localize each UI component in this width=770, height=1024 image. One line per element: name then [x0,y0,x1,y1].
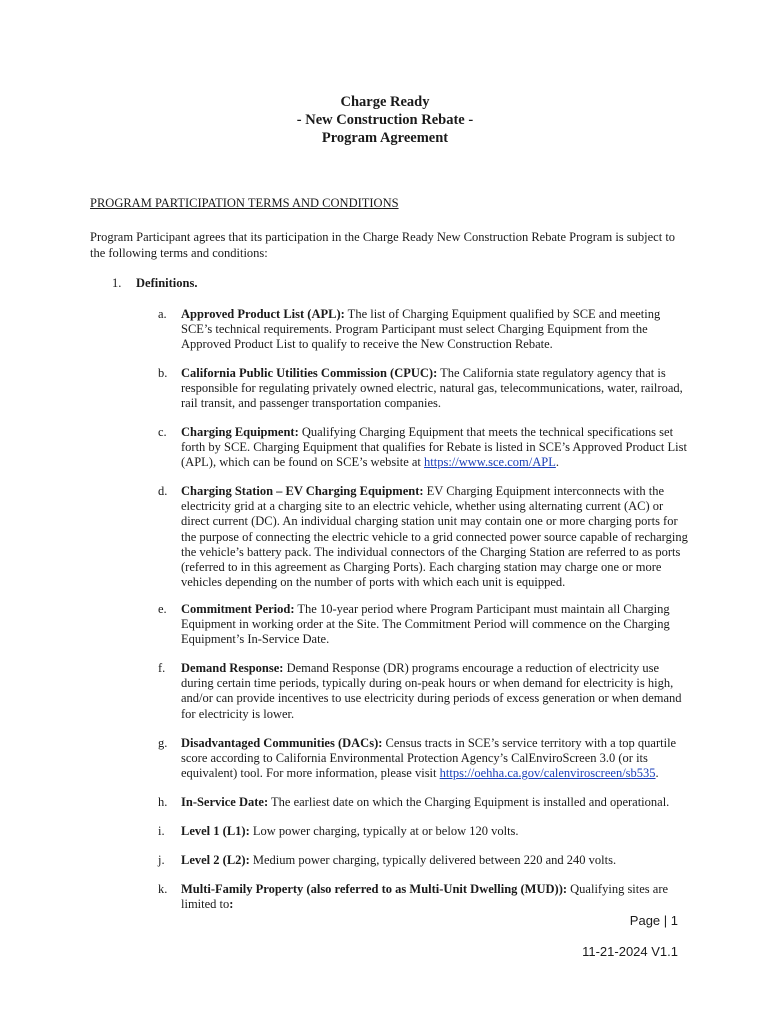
apl-link[interactable]: https://www.sce.com/APL [424,455,556,470]
item-letter: k. [158,882,168,896]
item-letter: b. [158,366,168,380]
definition-item-level-1 [158,824,688,839]
item-text: The California state regulatory agency that is responsible for regulating privately owned electric, natural gas, telecommunications, water, railroad, rail transit, and passenger transportation companies. [181,366,683,411]
definition-item-multi-family [158,882,688,912]
section-heading: PROGRAM PARTICIPATION TERMS AND CONDITIONS [90,196,399,210]
item-text: The earliest date on which the Charging Equipment is installed and operational. [268,795,670,809]
title-line-3: Program Agreement [321,130,449,146]
document-version: 11-21-2024 V1.1 [582,944,678,959]
title-line-1: Charge Ready [340,94,430,110]
item-letter: i. [158,824,165,838]
item-term: Level 2 (L2): [181,853,250,867]
item-text: Census tracts in SCE’s service territory with a top quartile score according to California Environmental Protection Agency’s CalEnviroScreen 3.0 (or its equivalent) tool. For more information, please visit [181,736,677,781]
item-letter: j. [158,853,165,867]
item-text: Low power charging, typically at or below 120 volts. [249,824,519,838]
definitions-heading [112,276,197,291]
item-term: Disadvantaged Communities (DACs): [181,736,383,750]
calenviroscreen-link[interactable]: https://oehha.ca.gov/calenviroscreen/sb535 [439,766,656,781]
definition-item-charging-station [158,484,688,590]
item-term: Charging Equipment: [181,425,299,439]
definition-item-demand-response [158,661,688,722]
definition-item-cpuc [158,366,688,412]
item-letter: e. [158,602,167,616]
item-letter: h. [158,795,168,809]
definition-item-in-service-date [158,795,688,810]
item-letter: g. [158,736,168,750]
item-term: Demand Response: [181,661,284,675]
item-letter: f. [158,661,166,675]
item-term: California Public Utilities Commission (CPUC): [181,366,438,380]
item-text: Qualifying Charging Equipment that meets the technical specifications set forth by SCE. Charging Equipment that qualifies for Rebate is listed in SCE’s Approved Product List (APL), which can be found on SCE’s website at [181,425,687,470]
item-term: Commitment Period: [181,602,295,616]
definition-item-charging-equipment [158,425,688,471]
title-line-2: - New Construction Rebate - [296,112,474,128]
item-letter: d. [158,484,168,498]
item-letter: a. [158,307,167,321]
definitions-number: 1. [112,276,122,290]
item-text: The list of Charging Equipment qualified by SCE and meeting SCE’s technical requirements. Program Participant must select Charging Equipment from the Approved Product List to qualify to receive the New Construction Rebate. [181,307,661,352]
item-text-colon: : [229,897,234,912]
item-text: Qualifying sites are limited to [181,882,669,912]
item-text: The 10-year period where Program Participant must maintain all Charging Equipment in working order at the Site. The Commitment Period will commence on the Charging Equipment’s In-Service Date. [181,602,670,647]
page-number: Page | 1 [629,913,678,928]
item-text: Medium power charging, typically delivered between 220 and 240 volts. [249,853,617,867]
definition-item-level-2 [158,853,688,868]
definition-item-commitment-period [158,602,688,648]
item-letter: c. [158,425,167,439]
item-term: Multi-Family Property (also referred to as Multi-Unit Dwelling (MUD)): [181,882,568,896]
item-text-after: . [655,766,659,781]
item-term: Level 1 (L1): [181,824,250,838]
item-text-after: . [555,455,559,470]
document-title [0,93,770,147]
definition-item-apl [158,307,688,353]
intro-paragraph: Program Participant agrees that its participation in the Charge Ready New Construction Rebate Program is subject to the following terms and conditions: [90,230,676,260]
definition-item-dacs [158,736,688,782]
item-term: In-Service Date: [181,795,269,809]
item-text: EV Charging Equipment interconnects with the electricity grid at a charging site to an electric vehicle, whether using alternating current (AC) or direct current (DC). An individual charging station unit may contain one or more charging ports for the purpose of connecting the electric vehicle to a grid connected power source capable of recharging the vehicle’s battery pack. The individual connectors of the Charging Station are referred to as ports (referred to in this agreement as Charging Ports). Each charging station may charge one or more vehicles depending on the number of ports with which each unit is equipped. [181,484,688,590]
item-text: Demand Response (DR) programs encourage a reduction of electricity use during certain time periods, typically during on-peak hours or when demand for electricity is high, and/or can provide incentives to use electricity during periods of excess generation or when demand for electricity is lower. [181,661,682,721]
item-term: Approved Product List (APL): [181,307,345,321]
definitions-label: Definitions. [136,276,198,290]
item-term: Charging Station – EV Charging Equipment: [181,484,424,498]
